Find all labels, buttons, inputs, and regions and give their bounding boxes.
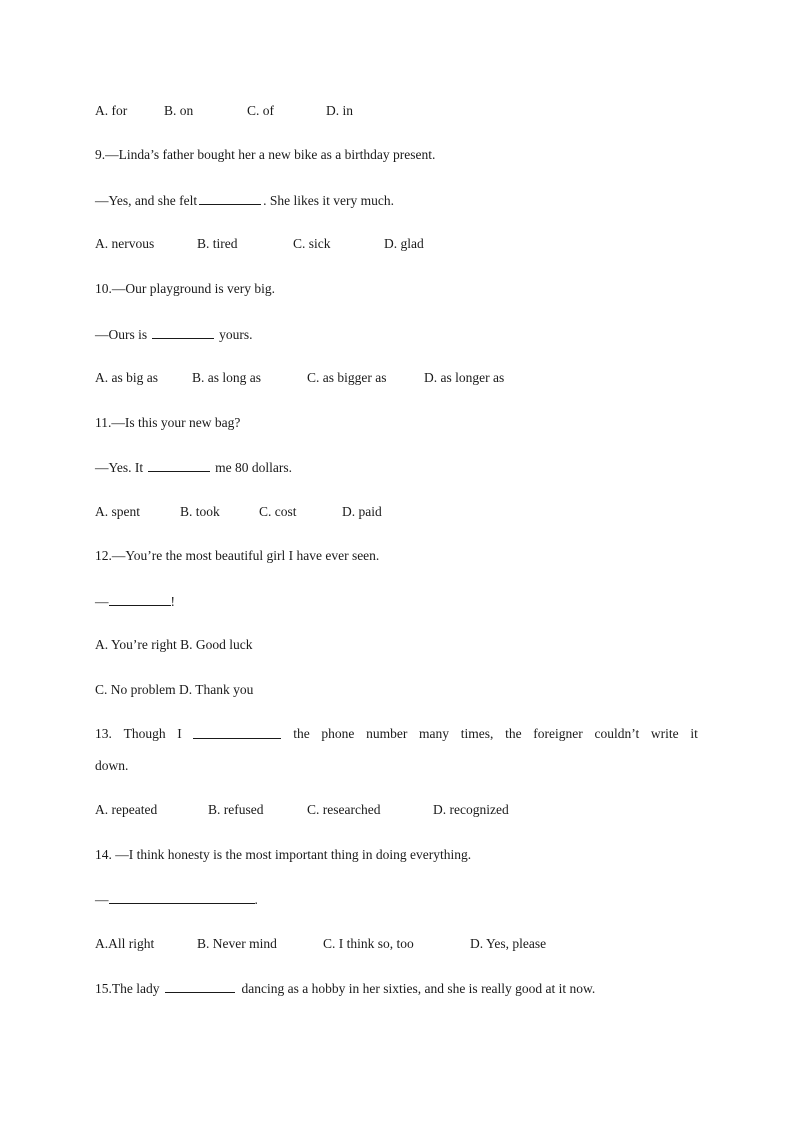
q11-prompt: 11.—Is this your new bag? — [95, 415, 241, 430]
q12-answer-blank[interactable] — [109, 592, 171, 606]
q14-option-b[interactable]: B. Never mind — [197, 936, 277, 951]
q13-word: I — [177, 726, 182, 741]
q9-option-d[interactable]: D. glad — [384, 236, 424, 251]
q9-options — [95, 235, 424, 253]
q14-options — [95, 935, 546, 953]
q10-prompt: 10.—Our playground is very big. — [95, 281, 275, 296]
q13-first-line — [95, 725, 698, 743]
q13-word: Though — [123, 726, 166, 741]
q11-answer-blank[interactable] — [148, 458, 210, 472]
q12-prompt: 12.—You’re the most beautiful girl I have ever seen. — [95, 548, 380, 563]
q11-option-c[interactable]: C. cost — [259, 504, 297, 519]
q11-options — [95, 503, 382, 521]
q9-option-b[interactable]: B. tired — [197, 236, 238, 251]
q14-option-a[interactable]: A.All right — [95, 936, 155, 951]
q11-option-b[interactable]: B. took — [180, 504, 220, 519]
q13-word: it — [690, 726, 698, 741]
q13-word: write — [650, 726, 679, 741]
q13-word: times, — [460, 726, 494, 741]
q10-reply — [95, 325, 253, 344]
q13-option-a[interactable]: A. repeated — [95, 802, 158, 817]
q15-prompt — [95, 979, 595, 998]
q10-option-d[interactable]: D. as longer as — [424, 370, 505, 385]
q14-answer-blank[interactable] — [109, 890, 255, 904]
q15-prompt-after: dancing as a hobby in her sixties, and she is really good at it now. — [241, 981, 596, 996]
q12-options-row1[interactable]: A. You’re right B. Good luck — [95, 637, 253, 652]
q13-paragraph — [95, 725, 698, 743]
q8-option-c[interactable]: C. of — [247, 103, 274, 118]
q8-option-a[interactable]: A. for — [95, 103, 128, 118]
q8-options — [95, 102, 353, 120]
q12-reply — [95, 592, 175, 611]
q12-reply-after: ! — [170, 594, 175, 609]
q14-option-c[interactable]: C. I think so, too — [323, 936, 414, 951]
q13-answer-blank[interactable] — [193, 725, 281, 739]
q14-option-d[interactable]: D. Yes, please — [470, 936, 547, 951]
q9-reply-after: . She likes it very much. — [263, 193, 394, 208]
q13-word: many — [419, 726, 450, 741]
q9-option-c[interactable]: C. sick — [293, 236, 331, 251]
q15-prompt-before: 15.The lady — [95, 981, 160, 996]
q13-word: couldn’t — [594, 726, 640, 741]
q13-word: the — [293, 726, 310, 741]
q14-prompt: 14. —I think honesty is the most important thing in doing everything. — [95, 847, 472, 862]
q9-answer-blank[interactable] — [199, 191, 261, 205]
q11-reply-after: me 80 dollars. — [215, 460, 293, 475]
q9-reply — [95, 191, 394, 210]
q9-prompt: 9.—Linda’s father bought her a new bike as a birthday present. — [95, 147, 436, 162]
q9-reply-before: —Yes, and she felt — [95, 193, 198, 208]
q8-option-d[interactable]: D. in — [326, 103, 353, 118]
q11-reply — [95, 458, 292, 477]
q10-reply-before: —Ours is — [95, 327, 148, 342]
q13-option-b[interactable]: B. refused — [208, 802, 264, 817]
q13-word: foreigner — [533, 726, 583, 741]
q13-option-d[interactable]: D. recognized — [433, 802, 509, 817]
q10-answer-blank[interactable] — [152, 325, 214, 339]
q13-continuation: down. — [95, 758, 129, 773]
q11-reply-before: —Yes. It — [95, 460, 144, 475]
q13-options — [95, 801, 509, 819]
q13-word: the — [505, 726, 522, 741]
q10-reply-after: yours. — [219, 327, 253, 342]
q10-option-b[interactable]: B. as long as — [192, 370, 261, 385]
q13-option-c[interactable]: C. researched — [307, 802, 381, 817]
q8-option-b[interactable]: B. on — [164, 103, 194, 118]
q10-option-a[interactable]: A. as big as — [95, 370, 158, 385]
q10-options — [95, 369, 504, 387]
q14-reply-before: — — [95, 892, 109, 907]
q13-word: phone — [321, 726, 355, 741]
q12-options-row2[interactable]: C. No problem D. Thank you — [95, 682, 254, 697]
q13-number: 13. — [95, 726, 112, 741]
q11-option-a[interactable]: A. spent — [95, 504, 140, 519]
q14-reply — [95, 890, 258, 909]
q11-option-d[interactable]: D. paid — [342, 504, 382, 519]
q15-answer-blank[interactable] — [165, 979, 235, 993]
q14-reply-after: . — [254, 892, 258, 907]
q13-word: number — [366, 726, 408, 741]
q12-reply-before: — — [95, 594, 109, 609]
q9-option-a[interactable]: A. nervous — [95, 236, 155, 251]
q10-option-c[interactable]: C. as bigger as — [307, 370, 387, 385]
